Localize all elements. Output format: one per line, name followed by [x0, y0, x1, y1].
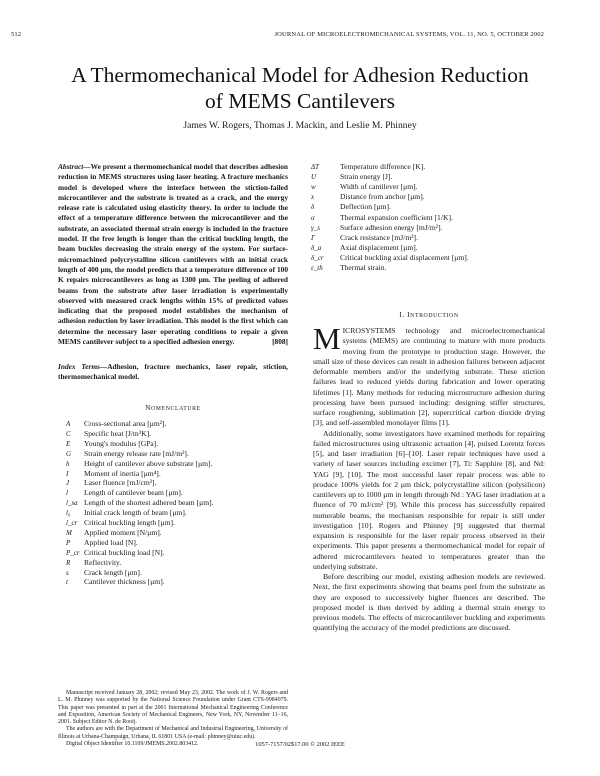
- nomenclature-description: Strain energy [J].: [340, 172, 393, 182]
- nomenclature-description: Distance from anchor [μm].: [340, 192, 425, 202]
- nomenclature-symbol: P: [66, 538, 71, 547]
- nomenclature-description: Thermal strain.: [340, 263, 387, 272]
- footnote: [58, 690, 288, 748]
- running-header: JOURNAL OF MICROELECTROMECHANICAL SYSTEMS, VOL. 11, NO. 5, OCTOBER 2002: [274, 31, 544, 38]
- nomenclature-description: Cross-sectional area [μm²].: [84, 419, 167, 428]
- introduction-body: [313, 321, 545, 634]
- nomenclature-description: Applied load [N].: [84, 537, 138, 547]
- nomenclature-symbol: P_cr: [66, 548, 80, 557]
- nomenclature-symbol: U: [311, 173, 317, 182]
- intro-paragraph-2: Additionally, some investigators have examined methods for repairing failed microstructures using ultrasonic actuation [4], pulsed Lorentz forces [5], and laser irradiation [6]–[10]. Laser repair techniques have used a variety of laser sources including excimer [7], Ti: Sapphire [8], and Nd: YAG [9], [10]. The most successful laser repair process was able to produce 100% yields for 2 μm thick, polycrystalline silicon (polysilicon) cantilevers up to 1000 μm in length through Nd : YAG laser irradiation at a fluence of 70 mJ/cm² [9]. While this process has successfully repaired numerable beams, the mechanism responsible for repair is still under investigation [10]. Rogers and Phinney [9] suggested that thermal expansion is responsible for the laser repair process observed in their experiments. This paper presents a thermomechanical model for repair of adhered microcantilevers heated to temperatures greater than the underlying substrate.: [313, 428, 545, 571]
- nomenclature-symbol: t: [66, 578, 68, 587]
- drop-cap: M: [313, 321, 341, 356]
- nomenclature-description: Deflection [μm].: [340, 202, 391, 212]
- nomenclature-description: Width of cantilever [μm].: [340, 182, 418, 192]
- nomenclature-symbol: l_sa: [66, 499, 78, 508]
- nomenclature-description: Surface adhesion energy [mJ/m²].: [340, 222, 443, 232]
- nomenclature-symbol: C: [66, 429, 71, 438]
- nomenclature-description: Strain energy release rate [mJ/m²].: [84, 448, 189, 458]
- nomenclature-symbol: R: [66, 558, 71, 567]
- introduction-heading: [313, 311, 545, 319]
- nomenclature-symbol: l: [66, 489, 68, 498]
- nomenclature-heading-first: N: [145, 404, 152, 412]
- index-terms: [58, 362, 288, 383]
- nomenclature-description: Temperature difference [K].: [340, 162, 426, 171]
- nomenclature-description: Young's modulus [GPa].: [84, 438, 159, 448]
- introduction-heading-rest: NTRODUCTION: [410, 313, 459, 319]
- nomenclature-description: Critical buckling length [μm].: [84, 518, 175, 527]
- copyright-line: 1057-7157/02$17.00 © 2002 IEEE: [255, 741, 345, 748]
- nomenclature-symbol: δ_cr: [311, 253, 324, 262]
- nomenclature-description: Moment of inertia [μm⁴].: [84, 468, 161, 478]
- nomenclature-symbol: E: [66, 439, 71, 448]
- nomenclature-symbol: I: [66, 469, 69, 478]
- nomenclature-heading-rest: OMENCLATURE: [151, 406, 201, 412]
- nomenclature-description: Cantilever thickness [μm].: [84, 577, 165, 587]
- nomenclature-symbol: w: [311, 183, 316, 192]
- title-line-2: of MEMS Cantilevers: [205, 89, 395, 113]
- index-terms-text: Adhesion, fracture mechanics, laser repair, stiction, thermomechanical model.: [58, 362, 288, 382]
- nomenclature-symbol: α: [311, 213, 315, 222]
- nomenclature-description: Laser fluence [mJ/cm²].: [84, 478, 157, 488]
- nomenclature-symbol: l_cr: [66, 519, 78, 527]
- nomenclature-description: Length of the shortest adhered beam [μm].: [84, 498, 214, 508]
- introduction-heading-first: I: [407, 311, 411, 319]
- title-line-1: A Thermomechanical Model for Adhesion Reduction: [71, 63, 529, 87]
- abstract-label: Abstract—: [58, 162, 91, 171]
- footnote-affiliation: The authors are with the Department of Mechanical and Industrial Engineering, University of Illinois at Urbana-Champaign, Urbana, IL 61801 USA (e-mail: phinney@uiuc.edu).: [58, 726, 288, 740]
- intro-paragraph-1-text: ICROSYSTEMS technology and microelectromechanical systems (MEMS) are continuing to mature with more products moving from the prototype to production stage. However, the small size of these devices can result in adhesion failures between adjacent deformable members and/or the underlying substrate. These stiction failures lead to reduced yields during fabrication and lower operating lifetimes [1]. Many methods for reducing microstructure adhesion during processing have been pursued including: designing stiffer structures, surface roughening, sublimation [2], supercritical carbon dioxide drying [3], and self-assembled monolayer films [1].: [313, 326, 545, 428]
- page-number: 512: [11, 31, 22, 38]
- nomenclature-symbol: δ: [311, 203, 315, 212]
- footnote-manuscript: Manuscript received January 28, 2002; revised May 23, 2002. The work of J. W. Rogers and L. M. Phinney was supported by the National Science Foundation under Grant CTS-9984979. This paper was presented in part at the 2001 International Mechanical Engineering Conference and Exposition, American Society of Mechanical Engineers, New York, NY, November 11–16, 2001. Subject Editor N. de Rooij.: [58, 690, 288, 726]
- nomenclature-description: Applied moment [N/μm].: [84, 527, 162, 537]
- nomenclature-symbol: l₀: [66, 509, 71, 518]
- paper-title: [0, 62, 600, 114]
- introduction-heading-num: I.: [399, 311, 408, 319]
- authors: James W. Rogers, Thomas J. Mackin, and Leslie M. Phinney: [183, 120, 417, 131]
- nomenclature-description: Crack resistance [mJ/m²].: [340, 232, 418, 242]
- nomenclature-description: Reflectivity.: [84, 557, 122, 567]
- abstract-text: We present a thermomechanical model that describes adhesion reduction in MEMS structures using laser heating. A fracture mechanics model is developed where the interface between the stiction-failed microcantilever and the substrate is treated as a crack, and the energy release rate is calculated using elasticity theory. In order to include the effect of a temperature difference between the microcantilever and the substrate, an associated thermal strain energy is included in the fracture model. If the free length is longer than the critical buckling length, the beam buckles decreasing the strain energy of the system. For surface-micromachined polycrystalline silicon cantilevers with an initial crack length of 400 μm, the model predicts that a temperature difference of 100 K repairs microcantilevers as long as 1300 μm. The peeling of adhered beams from the substrate after laser irradiation is experimentally observed with measured crack lengths within 15% of predicted values indicating that the proposed model establishes the mechanism of adhesion reduction by laser irradiation. This model is the first which can determine the necessary laser operating conditions to repair a given MEMS cantilever subject to a specified adhesion energy.: [58, 162, 288, 347]
- nomenclature-description: Critical buckling load [N].: [84, 547, 165, 557]
- nomenclature-heading: [58, 404, 288, 412]
- abstract-code: [808]: [272, 337, 288, 347]
- nomenclature-symbol: δ_a: [311, 243, 322, 252]
- index-terms-label: Index Terms—: [58, 362, 108, 371]
- nomenclature-symbol: ΔT: [311, 163, 320, 171]
- nomenclature-symbol: s: [66, 568, 69, 577]
- nomenclature-symbol: γ_s: [311, 223, 320, 232]
- nomenclature-description: Specific heat [J/m³K].: [84, 428, 152, 438]
- nomenclature-symbol: x: [311, 193, 315, 202]
- nomenclature-symbol: G: [66, 449, 72, 458]
- nomenclature-description: Critical buckling axial displacement [μm].: [340, 252, 469, 262]
- nomenclature-description: Length of cantilever beam [μm].: [84, 488, 183, 498]
- nomenclature-description: Axial displacement [μm].: [340, 242, 418, 252]
- nomenclature-symbol: Γ: [311, 233, 315, 242]
- nomenclature-description: Initial crack length of beam [μm].: [84, 508, 187, 518]
- abstract: [58, 162, 288, 347]
- nomenclature-description: Height of cantilever above substrate [μm].: [84, 458, 213, 468]
- nomenclature-description: Thermal expansion coefficient [1/K].: [340, 212, 453, 222]
- nomenclature-symbol: A: [66, 420, 71, 428]
- nomenclature-symbol: ε_th: [311, 264, 323, 272]
- intro-paragraph-1: [313, 321, 545, 429]
- nomenclature-description: Crack length [μm].: [84, 567, 142, 577]
- intro-paragraph-3: Before describing our model, existing adhesion models are reviewed. Next, the first experiments showing that beams peel from the substrate as they are exposed to successively higher fluences are described. The proposed model is then derived by adding a thermal strain energy to previous models. The effects of microcantilever buckling and experiments quantifying the accuracy of the model predictions are discussed.: [313, 572, 545, 633]
- nomenclature-symbol: J: [66, 479, 70, 488]
- nomenclature-symbol: h: [66, 459, 70, 468]
- nomenclature-symbol: M: [66, 528, 72, 537]
- footnote-doi: Digital Object Identifier 10.1109/JMEMS.2002.803412.: [66, 741, 199, 748]
